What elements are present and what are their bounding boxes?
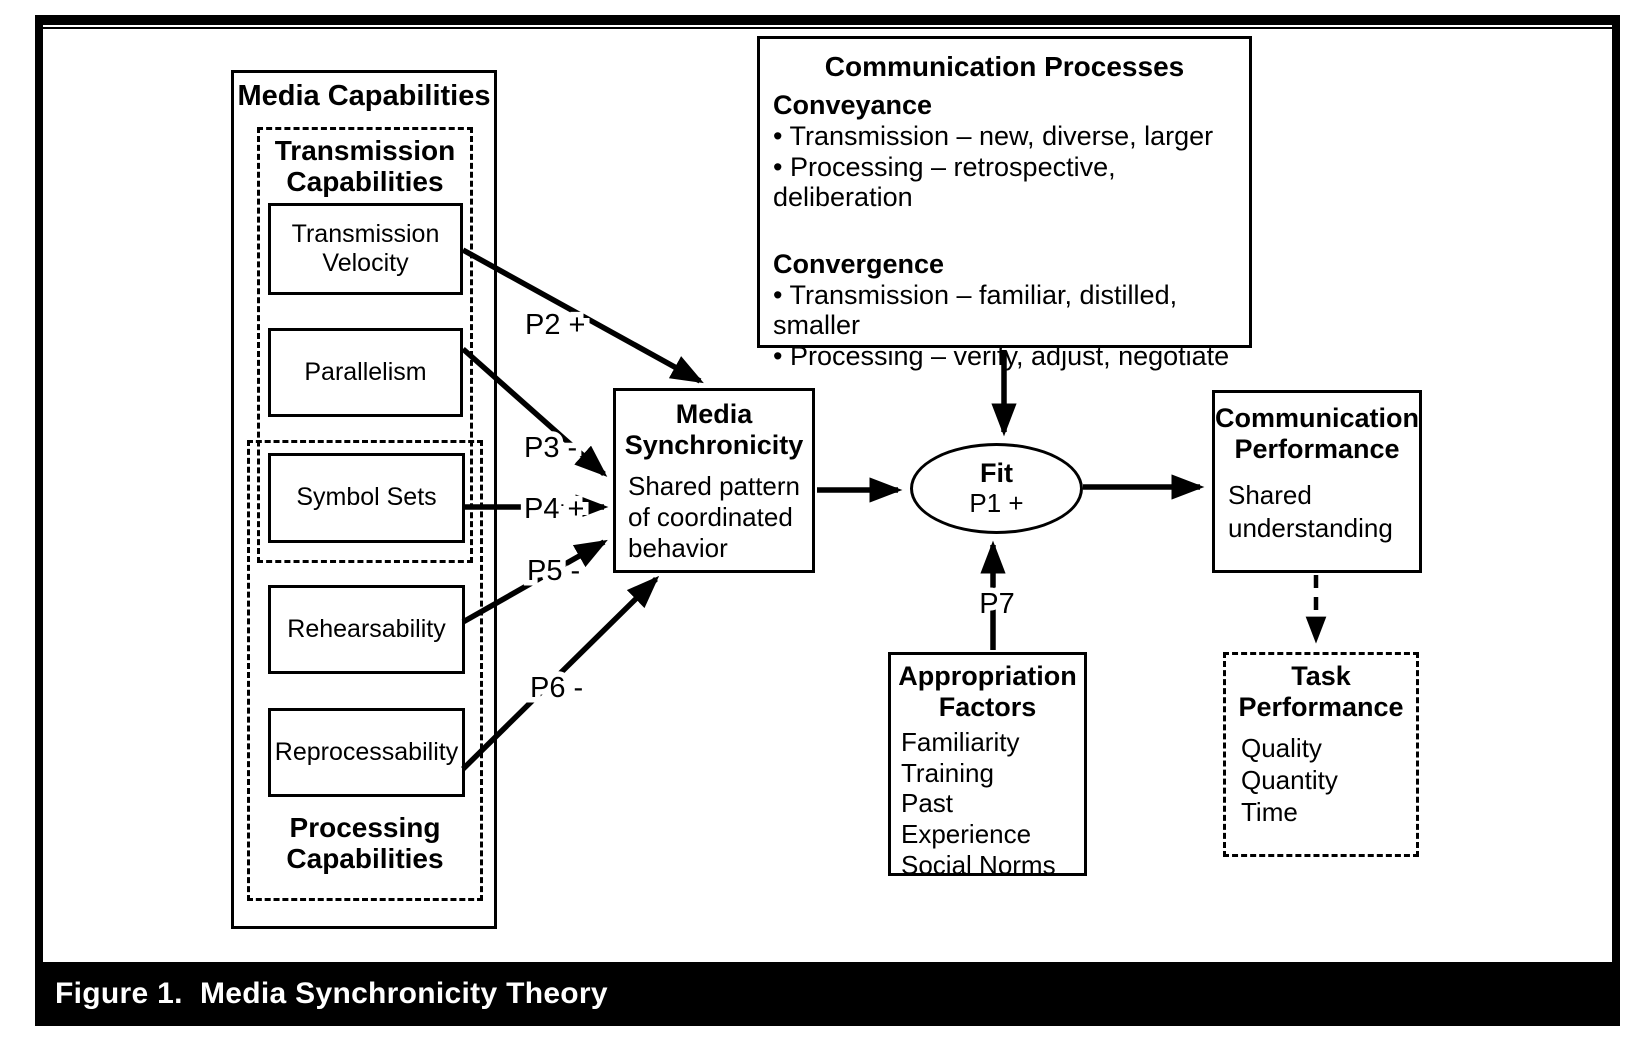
conveyance-heading: Conveyance: [773, 90, 933, 121]
convergence-bullet: • Transmission – familiar, distilled, smaller: [773, 279, 1178, 341]
transmission-capabilities-label: Transmission Capabilities: [274, 135, 456, 198]
fit-title: Fit: [980, 458, 1013, 489]
p3-label: P3 -: [524, 432, 578, 464]
appropriation-factor-item: Past Experience: [901, 788, 1032, 850]
communication-performance-title: Communication Performance: [1215, 403, 1420, 465]
appropriation-factors-title: Appropriation Factors: [898, 661, 1077, 723]
communication-processes-title: Communication Processes: [824, 51, 1185, 82]
media-capabilities-title: Media Capabilities: [237, 80, 491, 112]
reprocessability-box: Reprocessability: [268, 708, 465, 797]
task-performance-title: Task Performance: [1238, 661, 1404, 723]
conveyance-bullet: • Processing – retrospective, deliberation: [773, 151, 1116, 213]
parallelism-box: Parallelism: [268, 328, 463, 417]
media-synchronicity-body: Shared pattern of coordinated behavior: [628, 471, 801, 564]
p4-label: P4 +: [524, 493, 585, 525]
figure-caption-bar: [35, 962, 1620, 1026]
p7-label: P7: [979, 588, 1015, 620]
appropriation-factor-item: Social Norms: [901, 849, 1056, 880]
rehearsability-box: Rehearsability: [268, 585, 465, 674]
p6-label: P6 -: [530, 672, 584, 704]
fit-proposition: P1 +: [969, 488, 1024, 519]
processing-capabilities-label: Processing Capabilities: [286, 812, 444, 875]
p5-label: P5 -: [527, 555, 581, 587]
appropriation-factor-item: Familiarity: [901, 727, 1020, 758]
conveyance-bullet: • Transmission – new, diverse, larger: [773, 121, 1214, 152]
symbol-sets-box: Symbol Sets: [268, 453, 465, 543]
media-synchronicity-title: Media Synchronicity: [624, 399, 804, 461]
convergence-bullet: • Processing – verify, adjust, negotiate: [773, 340, 1230, 371]
communication-performance-body: Shared understanding: [1228, 480, 1393, 543]
task-performance-item: Quantity: [1241, 764, 1338, 795]
figure-caption: Figure 1. Media Synchronicity Theory: [55, 977, 608, 1010]
appropriation-factor-item: Training: [901, 757, 994, 788]
task-performance-item: Quality: [1241, 733, 1322, 764]
p2-label: P2 +: [525, 309, 586, 341]
transmission-velocity-box: Transmission Velocity: [268, 203, 463, 295]
task-performance-item: Time: [1241, 796, 1298, 827]
convergence-heading: Convergence: [773, 248, 945, 279]
